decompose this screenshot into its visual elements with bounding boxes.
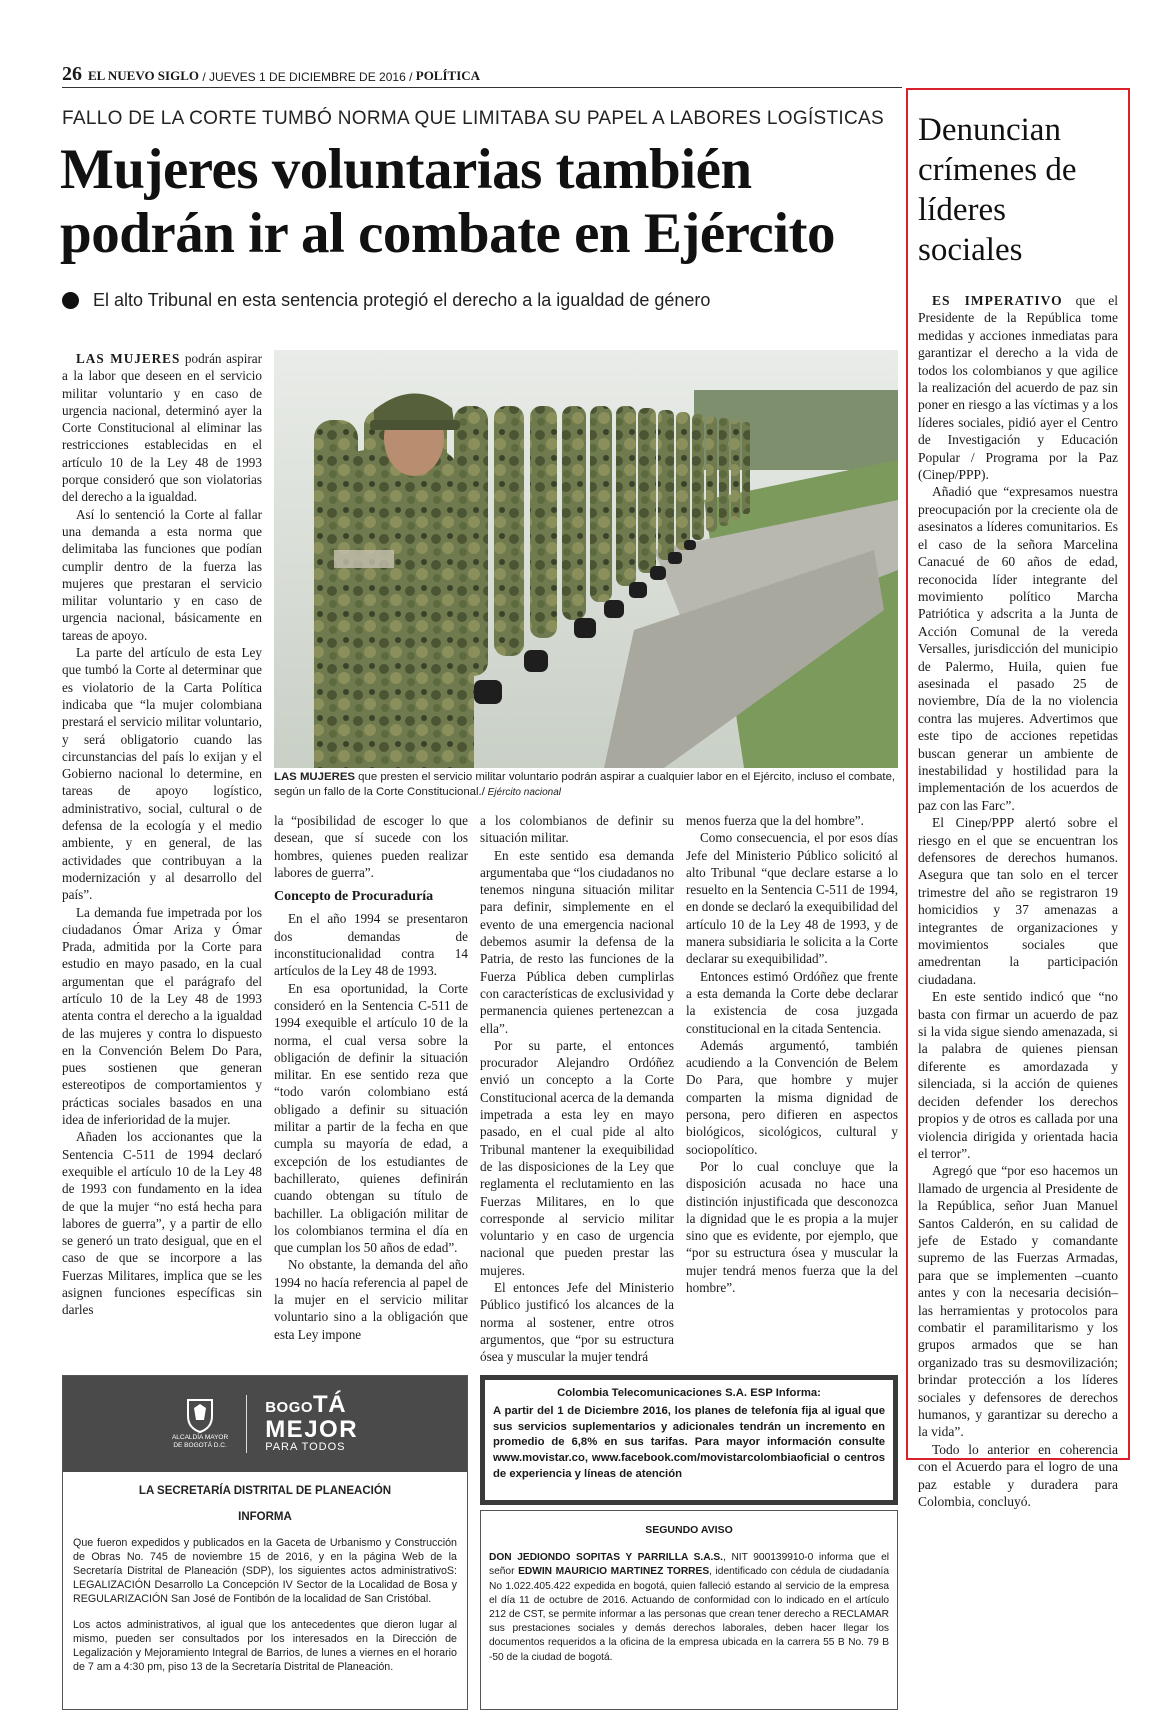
paragraph: El entonces Jefe del Ministerio Público justificó los alcances de la norma al sostener, entre otros argumentos, que “por su estructura ósea y muscular la mujer tendrá: [480, 1280, 674, 1365]
paragraph: Todo lo anterior en coherencia con el Acuerdo para el logro de una paz estable y duradera para Colombia, concluyó.: [918, 1441, 1118, 1510]
article-subtitle-text: El alto Tribunal en esta sentencia protegió el derecho a la igualdad de género: [93, 290, 711, 310]
ad-text: , NIT 900139910-0 informa que el señor: [489, 1552, 889, 1578]
caption-text: que presten el servicio militar voluntario podrán aspirar a cualquier labor en el Ejército, incluso el combate, según un fallo de la Corte Constitucional./: [274, 771, 896, 798]
photo-credit: Ejército nacional: [484, 787, 562, 798]
paragraph: menos fuerza que la del hombre”.: [686, 813, 864, 828]
ad-subheading: INFORMA: [238, 1511, 292, 1523]
sidebar-article: [906, 88, 1130, 1510]
company-name: DON JEDIONDO SOPITAS Y PARRILLA S.A.S.: [489, 1552, 724, 1564]
article-column-2: [274, 812, 468, 1367]
paragraph: La demanda fue impetrada por los ciudadanos Ómar Ariza y Ómar Prada, admitida por la Corte para estudio en mayo pasado, en la cual argumentan que el parágrafo del artículo 10 de la Ley 48 de 1993 atenta contra el derecho a la igualdad de las mujeres y contra lo dispuesto en la Convención Belem Do Para, pues sostienen que generan estereotipos de comportamientos y prácticas sociales basados en una idea de inferioridad de la mujer.: [62, 904, 262, 1128]
lead-in: ES IMPERATIVO: [932, 293, 1063, 308]
paragraph: Además argumentó, también acudiendo a la Convención de Belem Do Para, que hombre y mujer comparten la misma dignidad de persona, pero difieren en aspectos biológicos, sicológicos, cultural y sociopolítico.: [686, 1037, 898, 1157]
paragraph: En el año 1994 se presentaron dos demandas de inconstitucionalidad contra 14 artículos de la Ley 48 de 1993.: [274, 911, 468, 979]
brand-text-mejor: MEJOR: [265, 1416, 359, 1443]
ad-segundo-aviso: [480, 1510, 898, 1710]
paragraph: Como consecuencia, el por esos días Jefe del Ministerio Público solicitó al alto Tribunal “que declare estarse a lo resuelto en la Sentencia C-511 de 1994, en donde se declaró la exequibilidad del artículo 10 de la Ley 48 de 1993, y de manera subsidiaria le solicita a la Corte declarar su exequibilidad”.: [686, 830, 898, 967]
paragraph-text: que el Presidente de la República tome medidas y acciones inmediatas para garantizar el derecho a la vida de todos los colombianos y que agilice la realización del acuerdo de paz sin poner en riesgo a las víctimas y a los líderes sociales, pidió ayer el Centro de Investigación y Educación Popular / Programa por la Paz (Cinep/PPP).: [918, 293, 1118, 483]
paragraph: Por lo cual concluye que la disposición acusada no hace una distinción injustificada que desconozca la dignidad que le es propia a la mujer sino que es evidente, por ejemplo, que “por su estructura ósea y muscular la mujer tendrá menos fuerza que la del hombre”.: [686, 1158, 898, 1296]
sidebar-title: Denuncian crímenes de líderes sociales: [918, 112, 1077, 268]
brand-text-a: BOGO: [265, 1399, 314, 1416]
paragraph: Entonces estimó Ordóñez que frente a esta demanda la Corte debe declarar la existencia de cosa juzgada constitucional en la citada Sentencia.: [686, 968, 898, 1036]
crest-icon: [185, 1398, 215, 1434]
page-number: 26: [62, 63, 82, 85]
paragraph: la “posibilidad de escoger lo que desean, que sí sucede con los hombres, quienes pueden realizar labores de guerra”.: [274, 813, 468, 880]
ad-paragraph: Los actos administrativos, al igual que los antecedentes que dieron lugar al mismo, pueden ser consultados por los interesados en la Dirección de Legalización y Mejoramiento Integral de Barrios, de lunes a viernes en el horario de 7 am a 4:30 pm, piso 13 de la Secretaría Distrital de Planeación.: [73, 1619, 457, 1673]
photo-caption: [274, 770, 898, 800]
paragraph: En este sentido esa demanda argumentaba que “los ciudadanos no tenemos ninguna situación militar para definir, simplemente en el evento de una emergencia nacional debemos asumir la defensa de la Patria, de resto las funciones de la Fuerza Pública deben cumplirlas con características de exclusividad y permanencia quienes pertenezcan a ella”.: [480, 847, 674, 1036]
paragraph: a los colombianos de definir su situación militar.: [480, 813, 674, 846]
article-column-1: [62, 350, 262, 1365]
article-kicker: FALLO DE LA CORTE TUMBÓ NORMA QUE LIMITABA SU PAPEL A LABORES LOGÍSTICAS: [62, 108, 884, 129]
bogota-crest-logo: [172, 1398, 228, 1450]
paragraph: [62, 350, 262, 506]
paragraph-text: podrán aspirar a la labor que deseen en el servicio militar voluntario y en caso de urgencia nacional, determinó ayer la Corte Constitucional al eliminar las restricciones establecidas en el artículo 10 de la Ley 48 de 1993 porque consideró que son violatorias del derecho a la igualdad.: [62, 351, 262, 505]
bullet-icon: [62, 292, 79, 309]
paragraph: La parte del artículo de esta Ley que tumbó la Corte al determinar que es violatorio de la Carta Política indicaba que “la mujer colombiana prestará el servicio militar voluntario, y será obligatorio cuando las circunstancias del país lo exijan y el Gobierno nacional lo determine, en tareas de apoyo logístico, administrativo, social, cultural o de defensa de la ecología y el medio ambiente, y en general, de las actividades que contribuyan a la modernización y al desarrollo del país”.: [62, 645, 262, 903]
brand-text-slogan: PARA TODOS: [265, 1441, 346, 1453]
paragraph: El Cinep/PPP alertó sobre el riesgo en el que se encuentran los defensores de derechos humanos. Asegura que tan solo en el tercer trimestre del año se registraron 19 homicidios y 37 amenazas a integrantes de organizaciones y movimientos sociales que amedrentan la participación ciudadana.: [918, 815, 1118, 987]
ad-heading: SEGUNDO AVISO: [645, 1524, 733, 1536]
ad-planeacion: [62, 1375, 468, 1710]
ad-paragraph: Que fueron expedidos y publicados en la Gaceta de Urbanismo y Construcción de Obras No. 745 de noviembre 15 de 2016, y en la página Web de la Secretaría Distrital de Planeación (SDP), los siguientes actos administrativoS: LEGALIZACIÓN Desarrollo La Concepción IV Sector de la Localidad de Bosa y REGULARIZACIÓN San José de Fontibón de la localidad de San Cristóbal.: [73, 1537, 457, 1605]
paragraph: En este sentido indicó que “no basta con firmar un acuerdo de paz si la vida sigue siendo amenazada, si la palabra de quienes piensan diferente es amordazada y silenciada, si la acción de quienes deciden defender los derechos propios y de otros es callada por una violencia dirigida y orientada hacia el terror”.: [918, 989, 1118, 1161]
folio-date: / JUEVES 1 DE DICIEMBRE DE 2016 /: [199, 70, 416, 84]
article-subtitle: [62, 290, 902, 311]
bogota-mejor-logo: [265, 1391, 359, 1454]
ad-banner: [63, 1376, 467, 1472]
brand-text-b: TÁ: [313, 1391, 347, 1418]
page-folio: [62, 64, 902, 88]
folio-section: POLÍTICA: [415, 68, 481, 83]
ad-text: , identificado con cédula de ciudadanía No 1.022.405.422 expedida en bogotá, quien falleció estando al servicio de la empresa el día 11 de octubre de 2016. Actuando de conformidad con lo indicado en el artículo 212 de CST, se permite informar a las personas que crean tener derecho a RECLAMAR sus prestaciones sociales y demás derechos laborales, deben hacer llegar los documentos requeridos a la oficina de la empresa ubicada en la carrera 55 B No. 79 B -50 de la ciudad de bogotá.: [489, 1566, 889, 1663]
crest-line-1: ALCALDÍA MAYOR: [171, 1434, 229, 1441]
article-photo: [274, 350, 898, 768]
paragraph: Añadió que “expresamos nuestra preocupación por la creciente ola de asesinatos a líderes comunitarios. Es el caso de la señora Marcelina Canacué de 60 años de edad, reconocida líder integrante del movimiento político Marcha Patriótica y adscrita a la Junta de Acción Comunal de la vereda Versalles, jurisdicción del municipio de Palermo, Huila, quien fue asesinada el pasado 25 de noviembre, Día de la no violencia contra las mujeres. Advertimos que este tipo de acciones repetidas buscan generar un ambiente de inestabilidad y hostilidad para la implementación de los acuerdos de paz con las Farc”.: [918, 484, 1118, 813]
paragraph: Así lo sentenció la Corte al fallar una demanda a esta norma que delimitaba las funciones que podían cumplir dentro de la fuerza las mujeres que prestaran el servicio militar voluntario y en caso de urgencia nacional, básicamente en tareas de apoyo.: [62, 506, 262, 643]
paragraph: Añaden los accionantes que la Sentencia C-511 de 1994 declaró exequible el artículo 10 de la Ley 48 de 1993 con fundamento en la idea de que la mujer “no está hecha para labores de guerra”, y a partir de ello se generó un trato desigual, que en el caso de que se incorpore a las Fuerzas Militares, implica que se les asignen funciones específicas sin darles: [62, 1129, 262, 1318]
ad-heading: Colombia Telecomunicaciones S.A. ESP Informa:: [557, 1387, 821, 1399]
sidebar-body: [918, 292, 1118, 1510]
ad-movistar: [480, 1375, 898, 1505]
paragraph: Agregó que “por eso hacemos un llamado de urgencia al Presidente de la República, señor Juan Manuel Santos Calderón, en su calidad de jefe de Estado y comandante supremo de las Fuerzas Armadas, para que se implementen –cuanto antes y con la necesaria decisión– las herramientas y protocolos para combatir el paramilitarismo y los grupos armados que se han organizado tras su desmovilización; brindar protección a los líderes sociales y defensores de derechos humanos, y garantizar su derecho a la vida”.: [918, 1163, 1118, 1440]
paragraph: [918, 292, 1118, 483]
ad-planeacion-body: [63, 1484, 467, 1674]
ad-paragraph: A partir del 1 de Diciembre 2016, los planes de telefonía fija al igual que sus servicios suplementarios y adicionales tendrán un incremento en promedio de 6,8% en sus tarifas. Para mayor información consulte www.movistar.co, www.facebook.com/movistarcolombiaoficial o centros de experiencia y líneas de atención: [493, 1404, 885, 1480]
paragraph: Por su parte, el entonces procurador Alejandro Ordóñez envió un concepto a la Corte Constitucional acerca de la demanda impetrada a esta ley en mayo pasado, en el cual pide al alto Tribunal mantener la exequibilidad de las disposiciones de la Ley que reglamenta el reclutamiento en las Fuerzas Militares, en lo que corresponde al servicio militar voluntario y en caso de urgencia nacional que pueden prestar las mujeres.: [480, 1037, 674, 1278]
section-subhead: Concepto de Procuraduría: [274, 889, 434, 905]
ad-heading: LA SECRETARÍA DISTRITAL DE PLANEACIÓN: [138, 1485, 392, 1497]
crest-line-2: DE BOGOTÁ D.C.: [173, 1442, 227, 1449]
lead-in: LAS MUJERES: [76, 351, 181, 366]
article-headline: Mujeres voluntarias también podrán ir al combate en Ejército: [60, 138, 836, 265]
article-column-4: [686, 812, 898, 1367]
person-name: EDWIN MAURICIO MARTINEZ TORRES: [518, 1566, 710, 1578]
paragraph: En esa oportunidad, la Corte consideró en la Sentencia C-511 de 1994 exequible el artículo 10 de la norma, el cual versa sobre la obligación de definir la situación militar. En ese sentido reza que “todo varón colombiano está obligado a definir su situación militar a partir de la fecha en que cumpla su mayoría de edad, a excepción de los estudiantes de bachillerato, quienes definirán cuando obtengan su título de bachiller. La obligación militar de los colombianos termina el día en que cumplan los 50 años de edad”.: [274, 980, 468, 1256]
ad-paragraph: [489, 1551, 889, 1665]
paragraph: No obstante, la demanda del año 1994 no hacía referencia al papel de la mujer en el servicio militar voluntario sino a la obligación que esta Ley impone: [274, 1257, 468, 1342]
caption-lead: LAS MUJERES: [274, 771, 356, 783]
newspaper-name: EL NUEVO SIGLO: [88, 68, 199, 83]
divider: [246, 1395, 247, 1453]
soldiers-photo-illustration: [274, 350, 898, 768]
article-column-3: [480, 812, 674, 1367]
